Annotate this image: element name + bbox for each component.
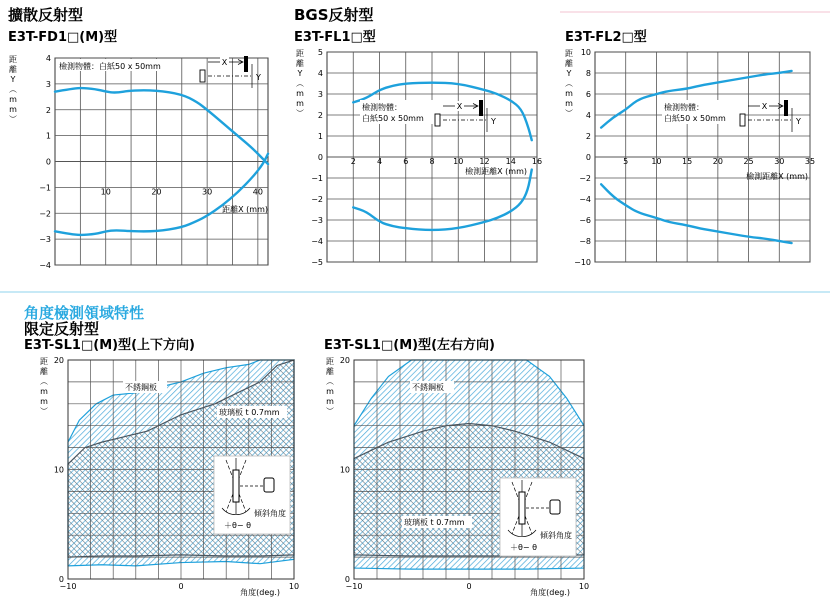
axis-label-y: 距 bbox=[9, 55, 17, 64]
tick-label-x: −10 bbox=[59, 582, 77, 591]
axis-label-y: Y bbox=[10, 75, 16, 84]
tick-label-x: 20 bbox=[151, 187, 162, 197]
axis-label-y: m bbox=[565, 99, 573, 108]
axis-label-y: m bbox=[296, 99, 304, 108]
tick-label-y: 20 bbox=[53, 356, 64, 365]
tick-label-y: 0 bbox=[58, 575, 64, 584]
annotation-text: 檢測物體：白紙50 x 50mm bbox=[59, 62, 161, 71]
section-title-bgs: BGS反射型 bbox=[294, 6, 374, 24]
axis-label-y: ︵ bbox=[296, 79, 304, 88]
tick-label-x: 20 bbox=[712, 157, 723, 166]
axis-label-x: 檢測距離X (mm) bbox=[465, 167, 527, 176]
section-title-angle: 角度檢測領域特性 bbox=[24, 304, 145, 322]
y-letter: Y bbox=[491, 117, 496, 126]
annotation-text: 檢測物體： bbox=[664, 103, 704, 112]
tick-label-y: 10 bbox=[339, 465, 350, 475]
tick-label-y: −1 bbox=[39, 183, 51, 193]
axis-label-y: ︵ bbox=[565, 79, 573, 88]
tick-label-y: 2 bbox=[45, 105, 51, 115]
tick-label-x: 25 bbox=[743, 157, 754, 166]
tick-label-x: 0 bbox=[466, 582, 472, 591]
tick-label-y: 2 bbox=[317, 111, 323, 120]
x-letter: X bbox=[761, 102, 768, 111]
tick-label-y: 1 bbox=[317, 132, 323, 141]
tick-label-y: 3 bbox=[45, 79, 51, 89]
chart-sl1_ud bbox=[40, 356, 299, 597]
axis-label-y: 距 bbox=[40, 357, 48, 366]
axis-label-y: m bbox=[565, 89, 573, 98]
axis-label-y: m bbox=[9, 105, 17, 114]
sensor-icon bbox=[264, 478, 274, 492]
chart-title-fd1: E3T-FD1□(M)型 bbox=[8, 30, 118, 45]
axis-label-y: ︵ bbox=[40, 377, 48, 386]
tick-label-y: 3 bbox=[317, 90, 323, 99]
series-label-steel: 不銹鋼板 bbox=[125, 383, 157, 392]
tick-label-y: 0 bbox=[585, 153, 591, 162]
tick-label-y: −10 bbox=[574, 258, 591, 267]
axis-label-y: 離 bbox=[40, 367, 48, 376]
chart-fd1 bbox=[9, 54, 268, 270]
axis-label-y: m bbox=[296, 89, 304, 98]
theta-label: ＋θ− θ bbox=[224, 521, 252, 530]
sensor-icon bbox=[200, 70, 205, 82]
tick-label-x: 0 bbox=[178, 582, 184, 591]
tick-label-y: −5 bbox=[311, 258, 323, 267]
tick-label-y: −1 bbox=[311, 174, 323, 183]
annotation-text: 白紙50 x 50mm bbox=[664, 114, 726, 123]
axis-label-y: 距 bbox=[296, 49, 304, 58]
inset-label: 傾斜角度 bbox=[254, 509, 286, 518]
tick-label-y: −4 bbox=[39, 261, 51, 270]
tick-label-y: 6 bbox=[585, 90, 591, 99]
tick-label-x: 10 bbox=[578, 582, 590, 591]
target-icon bbox=[479, 100, 483, 116]
tick-label-y: −8 bbox=[579, 237, 591, 246]
axis-label-y: 距 bbox=[565, 49, 573, 58]
annotation-text: 白紙50 x 50mm bbox=[362, 114, 424, 123]
plate-icon bbox=[233, 470, 239, 502]
axis-label-x: 角度(deg.) bbox=[240, 588, 280, 597]
axis-label-y: 距 bbox=[326, 357, 334, 366]
chart-title-fl2: E3T-FL2□型 bbox=[565, 30, 647, 45]
tick-label-x: 10 bbox=[453, 157, 464, 166]
x-letter: X bbox=[221, 58, 228, 67]
y-letter: Y bbox=[796, 117, 801, 126]
tick-label-x: 10 bbox=[288, 582, 300, 591]
tick-label-y: −3 bbox=[39, 235, 51, 245]
tick-label-x: 12 bbox=[479, 157, 490, 166]
tick-label-x: 10 bbox=[100, 187, 111, 197]
x-letter: X bbox=[456, 102, 463, 111]
axis-label-y: m bbox=[40, 397, 48, 406]
tick-label-y: 8 bbox=[585, 69, 591, 78]
tick-label-x: 5 bbox=[623, 157, 629, 166]
chart-title-fl1: E3T-FL1□型 bbox=[294, 30, 376, 45]
tick-label-y: 0 bbox=[45, 157, 51, 167]
tick-label-x: 16 bbox=[531, 157, 543, 166]
chart-title-sl1-lr: E3T-SL1□(M)型(左右方向) bbox=[324, 338, 495, 353]
axis-label-y: m bbox=[326, 387, 334, 396]
tick-label-y: −6 bbox=[579, 216, 591, 225]
tick-label-x: 35 bbox=[804, 157, 816, 166]
plate-icon bbox=[519, 492, 525, 524]
tick-label-y: 10 bbox=[53, 465, 64, 475]
tick-label-y: −4 bbox=[579, 195, 591, 204]
axis-label-y: m bbox=[9, 95, 17, 104]
target-icon bbox=[244, 56, 248, 72]
axis-label-y: 離 bbox=[296, 59, 304, 68]
tick-label-y: 4 bbox=[585, 111, 591, 120]
tick-label-y: −3 bbox=[311, 216, 323, 225]
tick-label-y: 0 bbox=[317, 153, 323, 162]
chart-fl1 bbox=[296, 48, 542, 267]
tick-label-x: 8 bbox=[429, 157, 435, 166]
sensor-icon bbox=[740, 114, 745, 126]
tick-label-y: 4 bbox=[317, 69, 323, 78]
tick-label-x: 40 bbox=[252, 187, 263, 197]
axis-label-y: 離 bbox=[326, 367, 334, 376]
tick-label-y: 10 bbox=[580, 48, 591, 57]
axis-label-y: ︵ bbox=[9, 85, 17, 94]
axis-label-x: 角度(deg.) bbox=[530, 588, 570, 597]
chart-title-sl1-ud: E3T-SL1□(M)型(上下方向) bbox=[24, 338, 195, 353]
chart-sl1_lr bbox=[326, 356, 589, 597]
y-letter: Y bbox=[256, 73, 261, 82]
axis-label-y: ︶ bbox=[326, 407, 334, 416]
axis-label-x: 檢測距離X (mm) bbox=[746, 172, 808, 181]
tick-label-x: 30 bbox=[202, 187, 213, 197]
theta-label: ＋θ− θ bbox=[510, 543, 538, 552]
tick-label-y: −2 bbox=[311, 195, 323, 204]
sensor-icon bbox=[550, 500, 560, 514]
axis-label-y: ︶ bbox=[565, 109, 573, 118]
tick-label-x: 10 bbox=[651, 157, 662, 166]
section-title-diffuse: 擴散反射型 bbox=[8, 6, 84, 24]
tick-label-y: 0 bbox=[344, 575, 350, 584]
chart-fl2 bbox=[565, 48, 815, 267]
tick-label-y: 2 bbox=[585, 132, 591, 141]
section-title-limited: 限定反射型 bbox=[24, 320, 100, 338]
series-label-steel: 不銹鋼板 bbox=[412, 383, 444, 392]
axis-label-y: ︶ bbox=[296, 109, 304, 118]
axis-label-y: 離 bbox=[9, 65, 17, 74]
axis-label-y: Y bbox=[297, 69, 303, 78]
series-line-2 bbox=[353, 170, 532, 230]
axis-label-x: 距離X (mm) bbox=[222, 205, 268, 214]
tick-label-x: −10 bbox=[345, 582, 363, 591]
tick-label-y: 4 bbox=[45, 54, 51, 63]
series-line-1 bbox=[55, 88, 268, 164]
axis-label-y: m bbox=[326, 397, 334, 406]
series-label-glass: 玻璃板 t 0.7mm bbox=[404, 518, 465, 527]
annotation-text: 檢測物體： bbox=[362, 103, 402, 112]
axis-label-y: ︵ bbox=[326, 377, 334, 386]
tick-label-y: −4 bbox=[311, 237, 323, 246]
series-line-2 bbox=[601, 184, 791, 243]
tick-label-y: 20 bbox=[339, 356, 350, 365]
tick-label-x: 15 bbox=[682, 157, 693, 166]
tick-label-x: 2 bbox=[350, 157, 356, 166]
tick-label-y: −2 bbox=[39, 209, 51, 219]
tick-label-x: 30 bbox=[774, 157, 785, 166]
tick-label-x: 6 bbox=[403, 157, 409, 166]
inset-label: 傾斜角度 bbox=[540, 531, 572, 540]
tick-label-y: −2 bbox=[579, 174, 591, 183]
axis-label-y: 離 bbox=[565, 59, 573, 68]
series-label-glass: 玻璃板 t 0.7mm bbox=[219, 408, 280, 417]
tick-label-x: 14 bbox=[505, 157, 516, 166]
target-icon bbox=[784, 100, 788, 116]
axis-label-y: ︶ bbox=[9, 115, 17, 124]
axis-label-y: m bbox=[40, 387, 48, 396]
axis-label-y: ︶ bbox=[40, 407, 48, 416]
tick-label-y: 5 bbox=[317, 48, 323, 57]
tick-label-y: 1 bbox=[45, 131, 51, 141]
tick-label-x: 4 bbox=[376, 157, 383, 166]
sensor-icon bbox=[435, 114, 440, 126]
axis-label-y: Y bbox=[566, 69, 572, 78]
